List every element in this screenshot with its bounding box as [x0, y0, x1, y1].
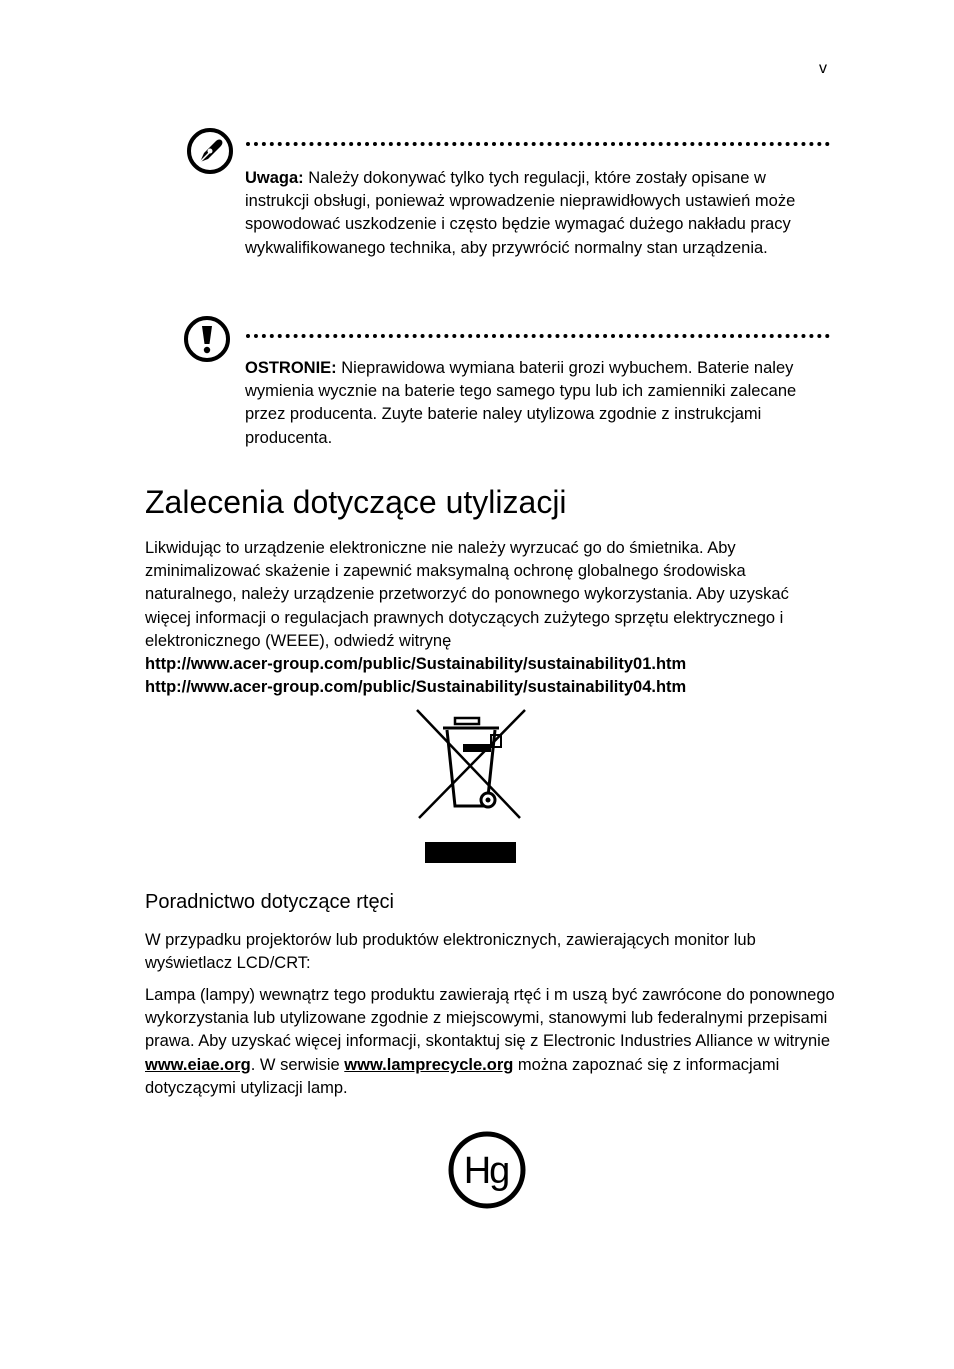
note-divider — [246, 142, 830, 146]
weee-crossed-bin-icon — [415, 708, 528, 868]
weee-url-2[interactable]: http://www.acer-group.com/public/Sustainability/sustainability04.htm — [145, 678, 687, 697]
caution-text — [245, 357, 830, 450]
disposal-paragraph — [145, 537, 835, 699]
hg-symbol-text: Hg — [463, 1150, 509, 1192]
mercury-paragraph-2 — [145, 984, 835, 1100]
caution-label: OSTRONIE: — [245, 359, 337, 377]
mercury-text-b: . W serwisie — [250, 1055, 345, 1074]
caution-divider — [246, 334, 830, 338]
note-body: Należy dokonywać tylko tych regulacji, które zostały opisane w instrukcji obsługi, ponieważ wprowadzenie nieprawidłowych ustawień może spowodować uszkodzenie i często będzie wymagać dużego nakładu pracy wykwalifikowanego technika, aby przywrócić normalny stan urządzenia. — [245, 169, 796, 257]
pen-note-icon — [186, 127, 234, 175]
weee-url-1[interactable]: http://www.acer-group.com/public/Sustainability/sustainability01.htm — [145, 655, 687, 674]
mercury-paragraph-1: W przypadku projektorów lub produktów elektronicznych, zawierających monitor lub wyświetlacz LCD/CRT: — [145, 931, 756, 973]
eiae-link[interactable]: www.eiae.org — [145, 1055, 251, 1074]
caution-body: Nieprawidowa wymiana baterii grozi wybuchem. Baterie naley wymienia wycznie na baterie tego samego typu lub ich zamienniki zalecane przez producenta. Zuyte baterie naley utylizowa zgodnie z instrukcjami producenta. — [245, 359, 797, 447]
exclamation-icon — [183, 315, 231, 363]
disposal-text: Likwidując to urządzenie elektroniczne nie należy wyrzucać go do śmietnika. Aby zminimalizować skażenie i zapewnić maksymalną ochronę globalnego środowiska naturalnego, należy urządzenie przetworzyć do ponownego wykorzystania. Aby uzyskać więcej informacji o regulacjach prawnych dotyczących zużytego sprzętu elektrycznego i elektronicznego (WEEE), odwiedź witrynę — [145, 539, 789, 650]
mercury-text-a: Lampa (lampy) wewnątrz tego produktu zawierają rtęć i m uszą być zawrócone do ponownego wykorzystania lub utylizowane zgodnie z miejscowymi, stanowymi lub federalnymi przepisami prawa. Aby uzyskać więcej informacji, skontaktuj się z Electronic Industries Alliance w witrynie — [145, 986, 835, 1051]
note-label: Uwaga: — [245, 169, 304, 187]
note-text — [245, 167, 830, 260]
lamprecycle-link[interactable]: www.lamprecycle.org — [344, 1055, 514, 1074]
hg-mercury-icon — [446, 1129, 528, 1211]
mercury-text-c: można zapoznać się z informacjami dotyczącymi utylizacji lamp. — [145, 1055, 780, 1097]
mercury-heading: Poradnictwo dotyczące rtęci — [145, 891, 395, 913]
disposal-heading: Zalecenia dotyczące utylizacji — [145, 484, 567, 520]
page-number: v — [819, 60, 827, 77]
